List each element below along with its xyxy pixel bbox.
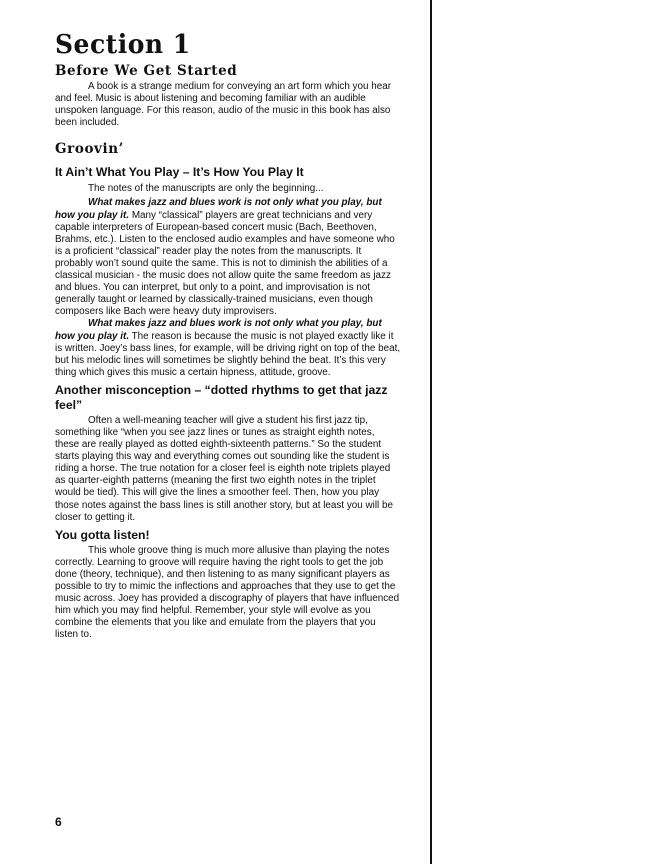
emphasis-text: What makes jazz and blues work is not only what you play, but how you play it. <box>55 318 382 342</box>
paragraph-not-played-as-written <box>55 318 401 378</box>
paragraph-classical-players <box>55 197 401 318</box>
subheading-dotted-rhythms: Another misconception – “dotted rhythms to get that jazz feel” <box>55 382 388 412</box>
paragraph-gotta-listen: This whole groove thing is much more allusive than playing the notes correctly. Learning to groove will require having the right tools to get the job done (theory, technique), and then listening to as many significant players as possible to try to mimic the inflections and approaches that they use to get the music across. Joey has provided a discography of players that have influenced him which you may find helpful. Remember, your style will evolve as you combine the elements that you like and emulate from the players that you listen to. <box>55 544 400 641</box>
paragraph-text: Many “classical” players are great technicians and very capable interpreters of European-based concert music (Bach, Beethoven, Brahms, etc.). Listen to the enclosed audio examples and have someone who is a proficient “classical” reader play the notes from the manuscripts. It probably won’t sound quite the same. This is not to diminish the abilities of a classical musician - the music does not allow quite the same freedom as jazz and blues. You can interpret, but only to a point, and improvisation is not generally taught or learned by classically-trained musicians, even though composers like Bach were heavy duty improvisers. <box>55 209 395 318</box>
section-title: Section 1 <box>55 28 191 60</box>
emphasis-text: What makes jazz and blues work is not only what you play, but how you play it. <box>55 197 382 221</box>
paragraph-dotted-rhythms: Often a well-meaning teacher will give a student his first jazz tip, something like “when you see jazz lines or tunes as straight eighth notes, these are really played as dotted eighth-sixteenth patterns.” So the student starts playing this way and everything comes out sounding like the student is riding a horse. The true notation for a closer feel is eighth note triplets played as quarter-eighth patterns (meaning the first two eighth notes in the triplet would be tied). This will give the lines a smoother feel. Then, how you play those notes against the bass lines is still another story, but at least you will be closer to getting it. <box>55 414 393 523</box>
groovin-heading: Groovin’ <box>55 141 124 158</box>
page-number: 6 <box>55 815 62 829</box>
section-subtitle: Before We Get Started <box>55 63 238 79</box>
text-column <box>55 30 401 641</box>
intro-paragraph: A book is a strange medium for conveying an art form which you hear and feel. Music is about listening and becoming familiar with an audible unspoken language. For this reason, audio of the music in this book has also been included. <box>55 81 391 129</box>
subheading-gotta-listen: You gotta listen! <box>55 527 150 542</box>
column-divider <box>430 0 432 864</box>
paragraph-text: The reason is because the music is not played exactly like it is written. Joey’s bass lines, for example, will be driving right on top of the beat, but his melodic lines will sometimes be slightly behind the beat. It’s this very thing which gives this music a certain hipness, attitude, groove. <box>55 330 401 378</box>
subheading-how-you-play: It Ain’t What You Play – It’s How You Play It <box>55 165 304 180</box>
lead-sentence: The notes of the manuscripts are only the beginning... <box>88 183 324 195</box>
